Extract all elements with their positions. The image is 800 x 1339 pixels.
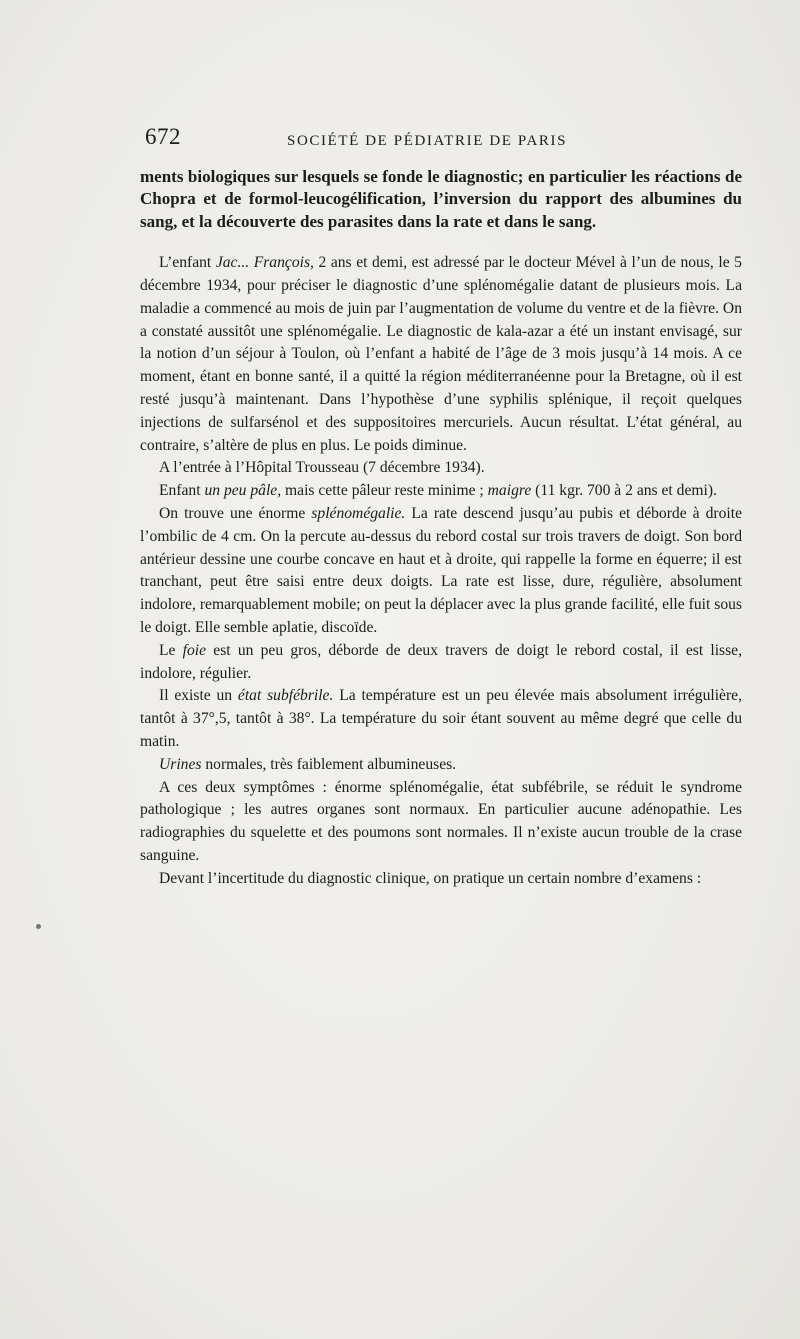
paragraph-fever xyxy=(140,685,742,753)
paragraph-syndrome: A ces deux symptômes : énorme splénomégalie, état subfébrile, se réduit le syndrome pathologique ; les autres organes sont normaux. En particulier aucune adénopathie. Les radiographies du squelette et des poumons sont normales. Il n’existe aucun trouble de la crase sanguine. xyxy=(140,778,742,864)
body-text xyxy=(140,166,742,891)
paragraph-liver xyxy=(140,640,742,686)
page-header xyxy=(145,124,745,154)
text-run: Le xyxy=(159,641,183,659)
emphasis-pale: un peu pâle, xyxy=(204,482,282,500)
emphasis-splenomegaly: splénomégalie. xyxy=(311,504,406,522)
text-run: (11 kgr. 700 à 2 ans et demi). xyxy=(531,482,717,500)
scan-speck xyxy=(36,924,41,929)
paragraph-examinations: Devant l’incertitude du diagnostic clinique, on pratique un certain nombre d’examens : xyxy=(159,869,702,887)
text-run: mais cette pâleur reste minime ; xyxy=(281,482,488,500)
text-run: Il existe un xyxy=(159,687,238,705)
emphasis-urine: Urines xyxy=(159,755,202,773)
text-run: Enfant xyxy=(159,482,205,500)
text-run: L’enfant xyxy=(159,254,216,272)
text-run: La température est un peu élevée mais absolument irrégulière, tantôt à 37°,5, tantôt à 38°. La température du soir étant souvent au même degré que celle du matin. xyxy=(140,687,742,750)
paragraph-case-history xyxy=(140,252,742,457)
emphasis-thin: maigre xyxy=(487,482,532,500)
paragraph-appearance xyxy=(140,480,742,503)
emphasis-liver: foie xyxy=(182,641,207,659)
text-run: est un peu gros, déborde de deux travers de doigt le rebord costal, il est lisse, indolore, régulier. xyxy=(140,641,742,682)
text-run: On trouve une énorme xyxy=(159,504,312,522)
text-run: 2 ans et demi, est adressé par le docteur Mével à l’un de nous, le 5 décembre 1934, pour préciser le diagnostic d’une splénomégalie datant de plusieurs mois. La maladie a commencé au mois de juin par l’augmentation de volume du ventre et de la fièvre. On a constaté aussitôt une splénomégalie. Le diagnostic de kala-azar a été un instant envisagé, sur la notion d’un séjour à Toulon, où l’enfant a habité de l’âge de 3 mois jusqu’à 14 mois. A ce moment, étant en bonne santé, il a quitté la région méditerranéenne pour la Bretagne, où il est resté jusqu’à maintenant. Dans l’hypothèse d’une syphilis splénique, il reçoit quelques injections de sulfarsénol et des suppositoires mercuriels. Aucun résultat. L’état général, au contraire, s’altère de plus en plus. Le poids diminue. xyxy=(140,254,742,454)
page-number: 672 xyxy=(145,124,181,149)
patient-name: Jac... François, xyxy=(215,254,314,272)
paragraph-admission: A l’entrée à l’Hôpital Trousseau (7 décembre 1934). xyxy=(159,459,485,477)
paragraph-urine xyxy=(140,754,742,777)
paragraph-intro-continuation: ments biologiques sur lesquels se fonde le diagnostic; en particulier les réactions de Chopra et de formol-leucogélification, l’inversion du rapport des albumines du sang, et la découverte des parasites dans la rate et dans le sang. xyxy=(140,167,742,231)
running-head: SOCIÉTÉ DE PÉDIATRIE DE PARIS xyxy=(287,133,568,149)
text-run: normales, très faiblement albumineuses. xyxy=(201,755,457,773)
paragraph-spleen xyxy=(140,503,742,640)
emphasis-subfebrile: état subfébrile. xyxy=(237,687,334,705)
text-run: La rate descend jusqu’au pubis et déborde à droite l’ombilic de 4 cm. On la percute au-dessus du rebord costal sur trois travers de doigt. Son bord antérieur dessine une courbe concave en haut et à droite, qui rappelle la forme en équerre; il est tranchant, peut être saisi entre deux doigts. La rate est lisse, dure, régulière, absolument indolore, remarquablement mobile; on peut la déplacer avec la plus grande facilité, elle fuit sous le doigt. Elle semble aplatie, discoïde. xyxy=(140,504,743,636)
